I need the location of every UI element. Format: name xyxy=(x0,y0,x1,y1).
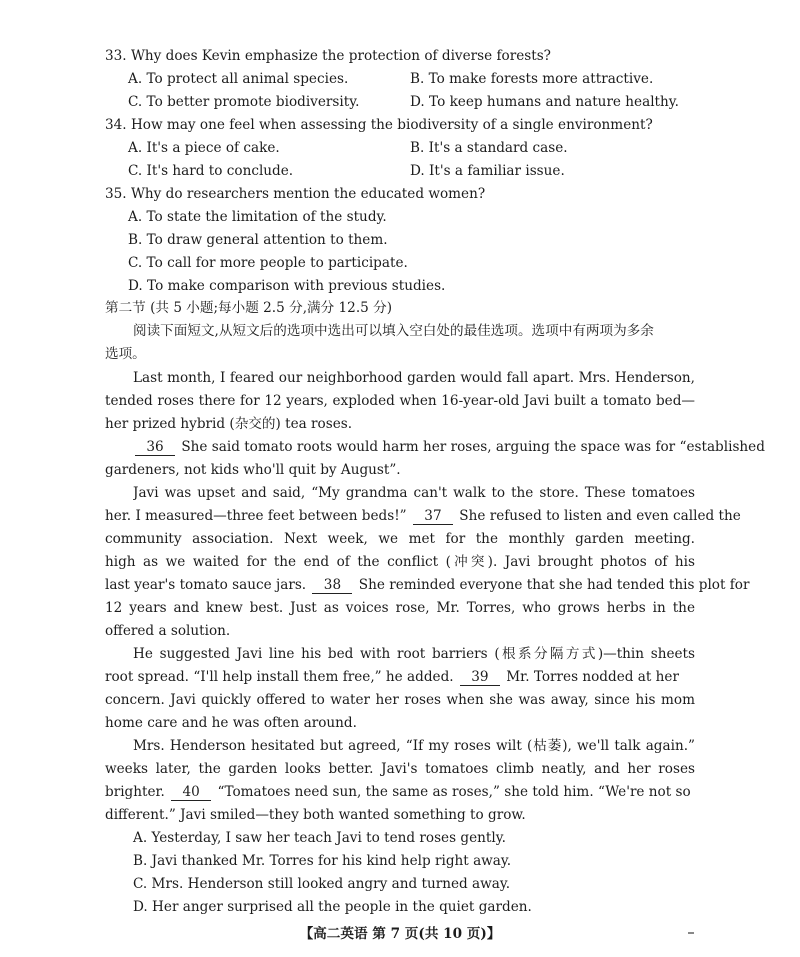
passage-line-with-blank-37 xyxy=(105,507,741,526)
blank-40: 40 xyxy=(171,785,211,801)
passage-line: weeks later, the garden looks better. Javi's tomatoes climb neatly, and her roses xyxy=(105,761,695,777)
passage-text: root spread. “I'll help install them free,” he added. xyxy=(105,669,454,685)
passage-text: Mr. Torres nodded at her xyxy=(506,669,679,685)
passage-text: last year's tomato sauce jars. xyxy=(105,577,307,593)
passage-line: offered a solution. xyxy=(105,623,231,639)
passage-line-with-blank-38 xyxy=(105,576,750,595)
passage-line-with-blank-36 xyxy=(133,438,765,457)
passage-line: He suggested Javi line his bed with root barriers (根系分隔方式)—thin sheets xyxy=(133,646,695,662)
question-33-stem: 33. Why does Kevin emphasize the protection of diverse forests? xyxy=(105,48,551,64)
question-35-option-b: B. To draw general attention to them. xyxy=(128,232,388,248)
passage-line: her prized hybrid (杂交的) tea roses. xyxy=(105,416,353,432)
section-heading: 第二节 (共 5 小题;每小题 2.5 分,满分 12.5 分) xyxy=(105,300,393,316)
question-35-option-a: A. To state the limitation of the study. xyxy=(128,209,387,225)
passage-text: brighter. xyxy=(105,784,165,800)
blank-38: 38 xyxy=(312,578,352,594)
passage-line: Javi was upset and said, “My grandma can't walk to the store. These tomatoes xyxy=(133,485,695,501)
question-33-option-d: D. To keep humans and nature healthy. xyxy=(410,94,679,110)
passage-line: gardeners, not kids who'll quit by August”. xyxy=(105,462,401,478)
question-35-option-d: D. To make comparison with previous studies. xyxy=(128,278,446,294)
passage-line: Mrs. Henderson hesitated but agreed, “If my roses wilt (枯萎), we'll talk again.” xyxy=(133,738,695,754)
passage-text: She said tomato roots would harm her roses, arguing the space was for “established xyxy=(181,439,765,455)
passage-line: different.” Javi smiled—they both wanted something to grow. xyxy=(105,807,526,823)
blank-39: 39 xyxy=(460,670,500,686)
passage-line: concern. Javi quickly offered to water her roses when she was away, since his mom xyxy=(105,692,695,708)
passage-text: “Tomatoes need sun, the same as roses,” she told him. “We're not so xyxy=(217,784,691,800)
passage-line-with-blank-39 xyxy=(105,668,705,687)
question-34-option-b: B. It's a standard case. xyxy=(410,140,568,156)
blank-37: 37 xyxy=(413,509,453,525)
question-33-option-a: A. To protect all animal species. xyxy=(128,71,349,87)
choice-c: C. Mrs. Henderson still looked angry and turned away. xyxy=(133,876,511,892)
passage-line: Last month, I feared our neighborhood garden would fall apart. Mrs. Henderson, xyxy=(133,370,695,386)
question-34-option-d: D. It's a familiar issue. xyxy=(410,163,565,179)
question-35-stem: 35. Why do researchers mention the educated women? xyxy=(105,186,486,202)
choice-b: B. Javi thanked Mr. Torres for his kind help right away. xyxy=(133,853,512,869)
passage-line: home care and he was often around. xyxy=(105,715,357,731)
passage-text: her. I measured—three feet between beds!” xyxy=(105,508,407,524)
question-33-option-c: C. To better promote biodiversity. xyxy=(128,94,360,110)
passage-text: She reminded everyone that she had tended this plot for xyxy=(358,577,750,593)
passage-line: tended roses there for 12 years, exploded when 16-year-old Javi built a tomato bed— xyxy=(105,393,695,409)
scan-mark xyxy=(688,932,694,934)
blank-36: 36 xyxy=(135,440,175,456)
passage-text: She refused to listen and even called the xyxy=(459,508,741,524)
section-instruction-line2: 选项。 xyxy=(105,346,146,362)
question-34-stem: 34. How may one feel when assessing the biodiversity of a single environment? xyxy=(105,117,653,133)
question-33-option-b: B. To make forests more attractive. xyxy=(410,71,654,87)
choice-d: D. Her anger surprised all the people in the quiet garden. xyxy=(133,899,532,915)
passage-line: 12 years and knew best. Just as voices rose, Mr. Torres, who grows herbs in the xyxy=(105,600,695,616)
question-34-option-a: A. It's a piece of cake. xyxy=(128,140,280,156)
passage-line: community association. Next week, we met for the monthly garden meeting. xyxy=(105,531,695,547)
question-34-option-c: C. It's hard to conclude. xyxy=(128,163,294,179)
passage-line: high as we waited for the end of the conflict (冲突). Javi brought photos of his xyxy=(105,554,695,570)
choice-a: A. Yesterday, I saw her teach Javi to tend roses gently. xyxy=(133,830,506,846)
section-instruction-line1: 阅读下面短文,从短文后的选项中选出可以填入空白处的最佳选项。选项中有两项为多余 xyxy=(133,323,654,339)
page-footer: 【高二英语 第 7 页(共 10 页)】 xyxy=(299,926,501,942)
question-35-option-c: C. To call for more people to participate. xyxy=(128,255,408,271)
passage-line-with-blank-40 xyxy=(105,783,705,802)
